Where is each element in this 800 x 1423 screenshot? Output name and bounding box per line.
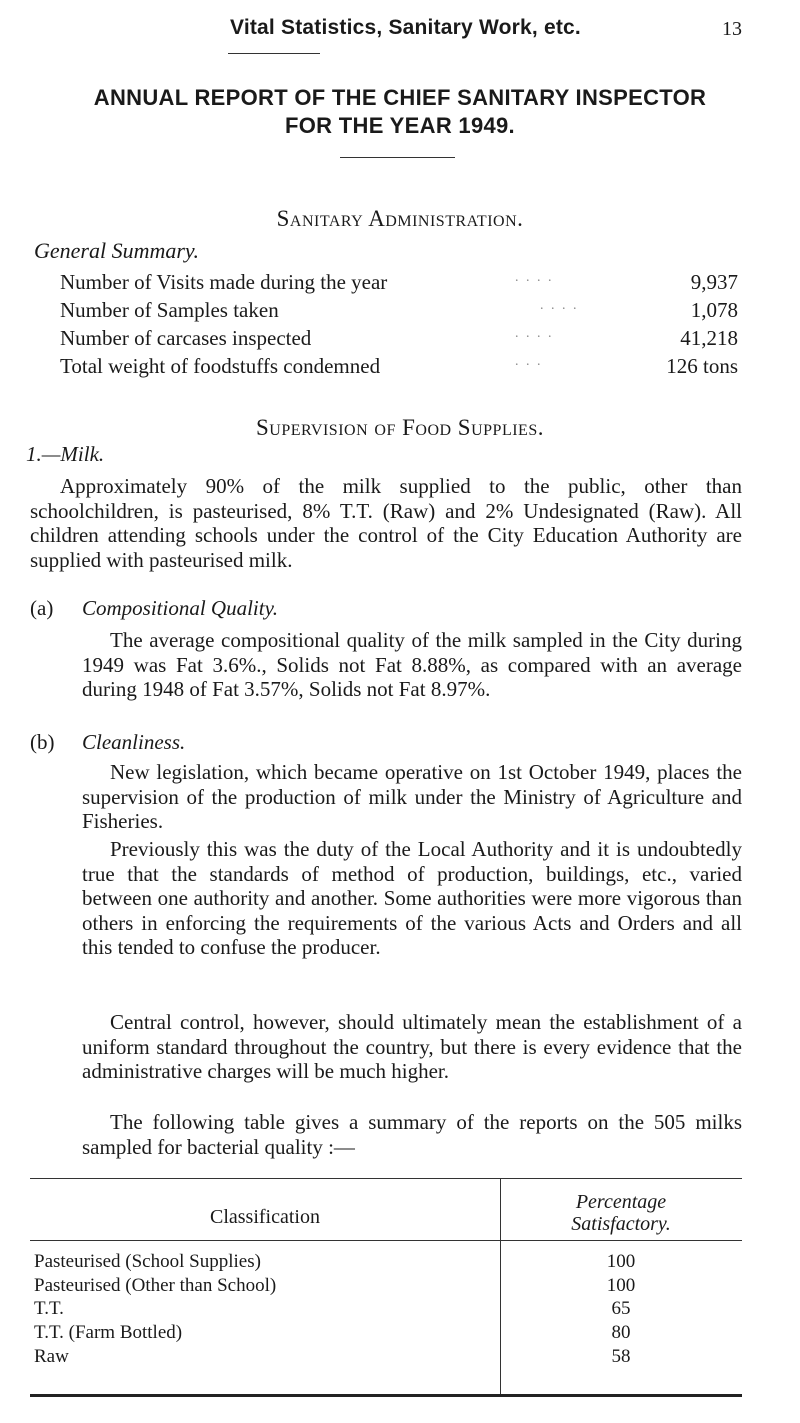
table-row-label: Pasteurised (School Supplies): [34, 1251, 261, 1272]
item-label-b: (b): [30, 730, 55, 754]
leader-dots: . . . .: [540, 298, 579, 313]
table-header-percentage-line-1: Percentage: [575, 1191, 667, 1213]
page-header: [0, 14, 800, 44]
table-row-value: 58: [611, 1346, 631, 1367]
compositional-quality-paragraph: The average compositional quality of the milk sampled in the City during 1949 was Fat 3.6%., Solids not Fat 8.88%, as compared with an average during 1948 of Fat 3.57%, Solids not Fat 8.97%.: [82, 628, 742, 701]
leader-dots: . . . .: [515, 270, 554, 285]
milk-heading: 1.—Milk.: [26, 442, 105, 466]
food-supplies-heading: Supervision of Food Supplies.: [256, 415, 544, 440]
sanitary-administration-heading: Sanitary Administration.: [276, 206, 524, 231]
item-label-a: (a): [30, 596, 54, 620]
table-top-rule: [30, 1178, 742, 1179]
header-rule: [228, 53, 320, 54]
table-header-classification: Classification: [210, 1206, 320, 1228]
table-header-rule: [30, 1240, 742, 1241]
leader-dots: . . .: [515, 354, 543, 369]
report-title-line-1: ANNUAL REPORT OF THE CHIEF SANITARY INSPECTOR: [93, 85, 707, 110]
table-row-value: 80: [611, 1322, 631, 1343]
table-row-label: T.T.: [34, 1298, 64, 1319]
summary-row-label: Total weight of foodstuffs condemned: [60, 354, 381, 378]
report-title: [0, 84, 800, 140]
summary-row-label: Number of Visits made during the year: [60, 270, 388, 294]
table-row-value: 65: [611, 1298, 631, 1319]
table-header-percentage-line-2: Satisfactory.: [571, 1213, 671, 1235]
summary-row-value: 126 tons: [666, 354, 738, 378]
summary-row-label: Number of carcases inspected: [60, 326, 312, 350]
summary-row: [60, 326, 738, 354]
table-row-label: Pasteurised (Other than School): [34, 1275, 277, 1296]
milk-paragraph: Approximately 90% of the milk supplied to the public, other than schoolchildren, is pasteurised, 8% T.T. (Raw) and 2% Undesignated (Raw). All children attending schools under the control of the City Education Authority are supplied with pasteurised milk.: [30, 474, 742, 572]
table-row-value: 100: [606, 1275, 636, 1296]
cleanliness-paragraph: Central control, however, should ultimately mean the establishment of a uniform standard throughout the country, but there is every evidence that the administrative charges will be much higher.: [82, 1010, 742, 1083]
cleanliness-paragraph: Previously this was the duty of the Local Authority and it is undoubtedly true that the standards of method of production, buildings, etc., varied between one authority and another. Some authorities were more vigorous than others in enforcing the requirements of the various Acts and Orders and all this tended to confuse the producer.: [82, 837, 742, 959]
cleanliness-paragraph: New legislation, which became operative on 1st October 1949, places the supervision of the production of milk under the Ministry of Agriculture and Fisheries.: [82, 760, 742, 833]
table-row-value: 100: [606, 1251, 636, 1272]
summary-row-value: 41,218: [680, 326, 738, 350]
report-title-line-2: FOR THE YEAR 1949.: [285, 113, 515, 138]
compositional-quality-heading: Compositional Quality.: [82, 596, 279, 620]
general-summary-heading: General Summary.: [34, 238, 199, 263]
summary-row: [60, 298, 738, 326]
cleanliness-paragraph: The following table gives a summary of the reports on the 505 milks sampled for bacterial quality :—: [82, 1110, 742, 1159]
table-row-label: Raw: [34, 1346, 69, 1367]
running-head: Vital Statistics, Sanitary Work, etc.: [230, 16, 581, 39]
summary-row-value: 9,937: [690, 270, 738, 294]
summary-row: [60, 354, 738, 382]
title-rule: [340, 157, 455, 158]
table-row-label: T.T. (Farm Bottled): [34, 1322, 183, 1343]
summary-row-value: 1,078: [690, 298, 738, 322]
page-number: 13: [722, 18, 742, 40]
leader-dots: . . . .: [515, 326, 554, 341]
summary-row-label: Number of Samples taken: [60, 298, 279, 322]
table-bottom-rule: [30, 1394, 742, 1397]
summary-row: [60, 270, 738, 298]
table-header-percentage: [500, 1191, 742, 1235]
cleanliness-heading: Cleanliness.: [82, 730, 186, 754]
